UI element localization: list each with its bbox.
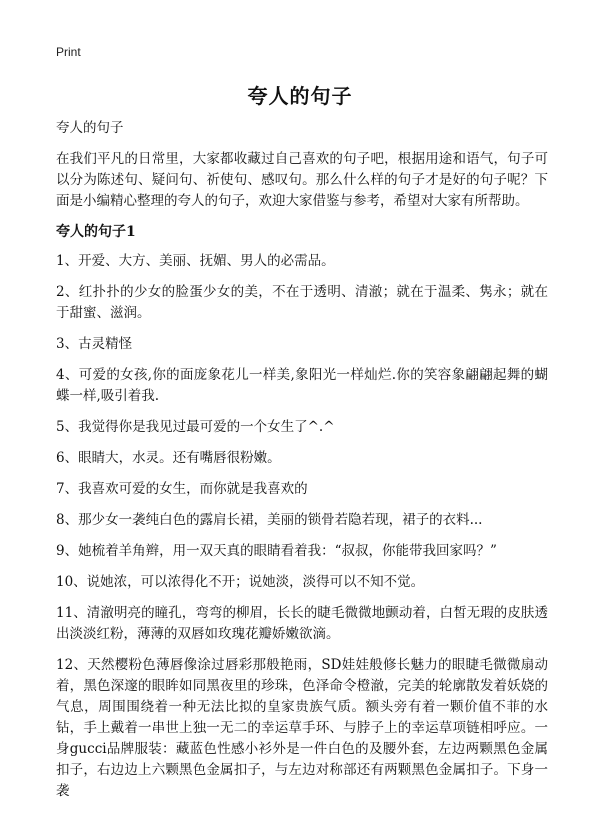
print-label[interactable]: Print — [56, 45, 81, 59]
list-item: 10、说她浓，可以浓得化不开；说她淡，淡得可以不知不觉。 — [56, 574, 425, 590]
list-item: 6、眼睛大，水灵。还有嘴唇很粉嫩。 — [56, 450, 281, 466]
intro-paragraph: 在我们平凡的日常里，大家都收藏过自己喜欢的句子吧，根据用途和语气，句子可以分为陈述句、疑问句、祈使句、感叹句。那么什么样的句子才是好的句子呢？下面是小编精心整理的夸人的句子，欢迎大家借鉴与参考，希望对大家有所帮助。 — [56, 151, 548, 209]
page-title: 夸人的句子 — [247, 84, 353, 108]
list-item: 3、古灵精怪 — [56, 336, 133, 352]
list-item: 11、清澈明亮的瞳孔，弯弯的柳眉，长长的睫毛微微地颤动着，白皙无瑕的皮肤透出淡淡红粉，薄薄的双唇如玫瑰花瓣娇嫩欲滴。 — [56, 605, 548, 642]
article-subtitle: 夸人的句子 — [56, 120, 124, 136]
list-item: 7、我喜欢可爱的女生，而你就是我喜欢的 — [56, 481, 308, 497]
list-item: 2、红扑扑的少女的脸蛋少女的美，不在于透明、清澈；就在于温柔、隽永；就在于甜蜜、滋润。 — [56, 284, 548, 321]
article-body — [56, 118, 548, 812]
list-item: 4、可爱的女孩,你的面庞象花儿一样美,象阳光一样灿烂.你的笑容象翩翩起舞的蝴蝶一样,吸引着我. — [56, 367, 548, 404]
list-item: 12、天然樱粉色薄唇像涂过唇彩那般艳雨，SD娃娃般修长魅力的眼睫毛微微扇动着，黑色深邃的眼眸如同黑夜里的珍珠，色泽命令橙澈，完美的轮廓散发着妖娆的气息，周围围绕着一种无法比拟的皇家贵族气质。额头旁有着一颗价值不菲的水钻，手上戴着一串世上独一无二的幸运草手环、与脖子上的幸运草项链相呼应。一身gucci品牌服装：藏蓝色性感小衫外是一件白色的及腰外套，左边两颗黑色金属扣子，右边边上六颗黑色金属扣子，与左边对称部还有两颗黑色金属扣子。下身一袭 — [56, 657, 548, 799]
list-item: 1、开爱、大方、美丽、抚媚、男人的必需品。 — [56, 253, 335, 269]
list-item: 5、我觉得你是我见过最可爱的一个女生了^.^ — [56, 419, 335, 435]
section-heading: 夸人的句子1 — [56, 224, 136, 240]
list-item: 8、那少女一袭纯白色的露肩长裙，美丽的锁骨若隐若现，裙子的衣料... — [56, 512, 483, 528]
list-item: 9、她梳着羊角辫，用一双天真的眼睛看着我：“叔叔，你能带我回家吗？” — [56, 543, 497, 559]
